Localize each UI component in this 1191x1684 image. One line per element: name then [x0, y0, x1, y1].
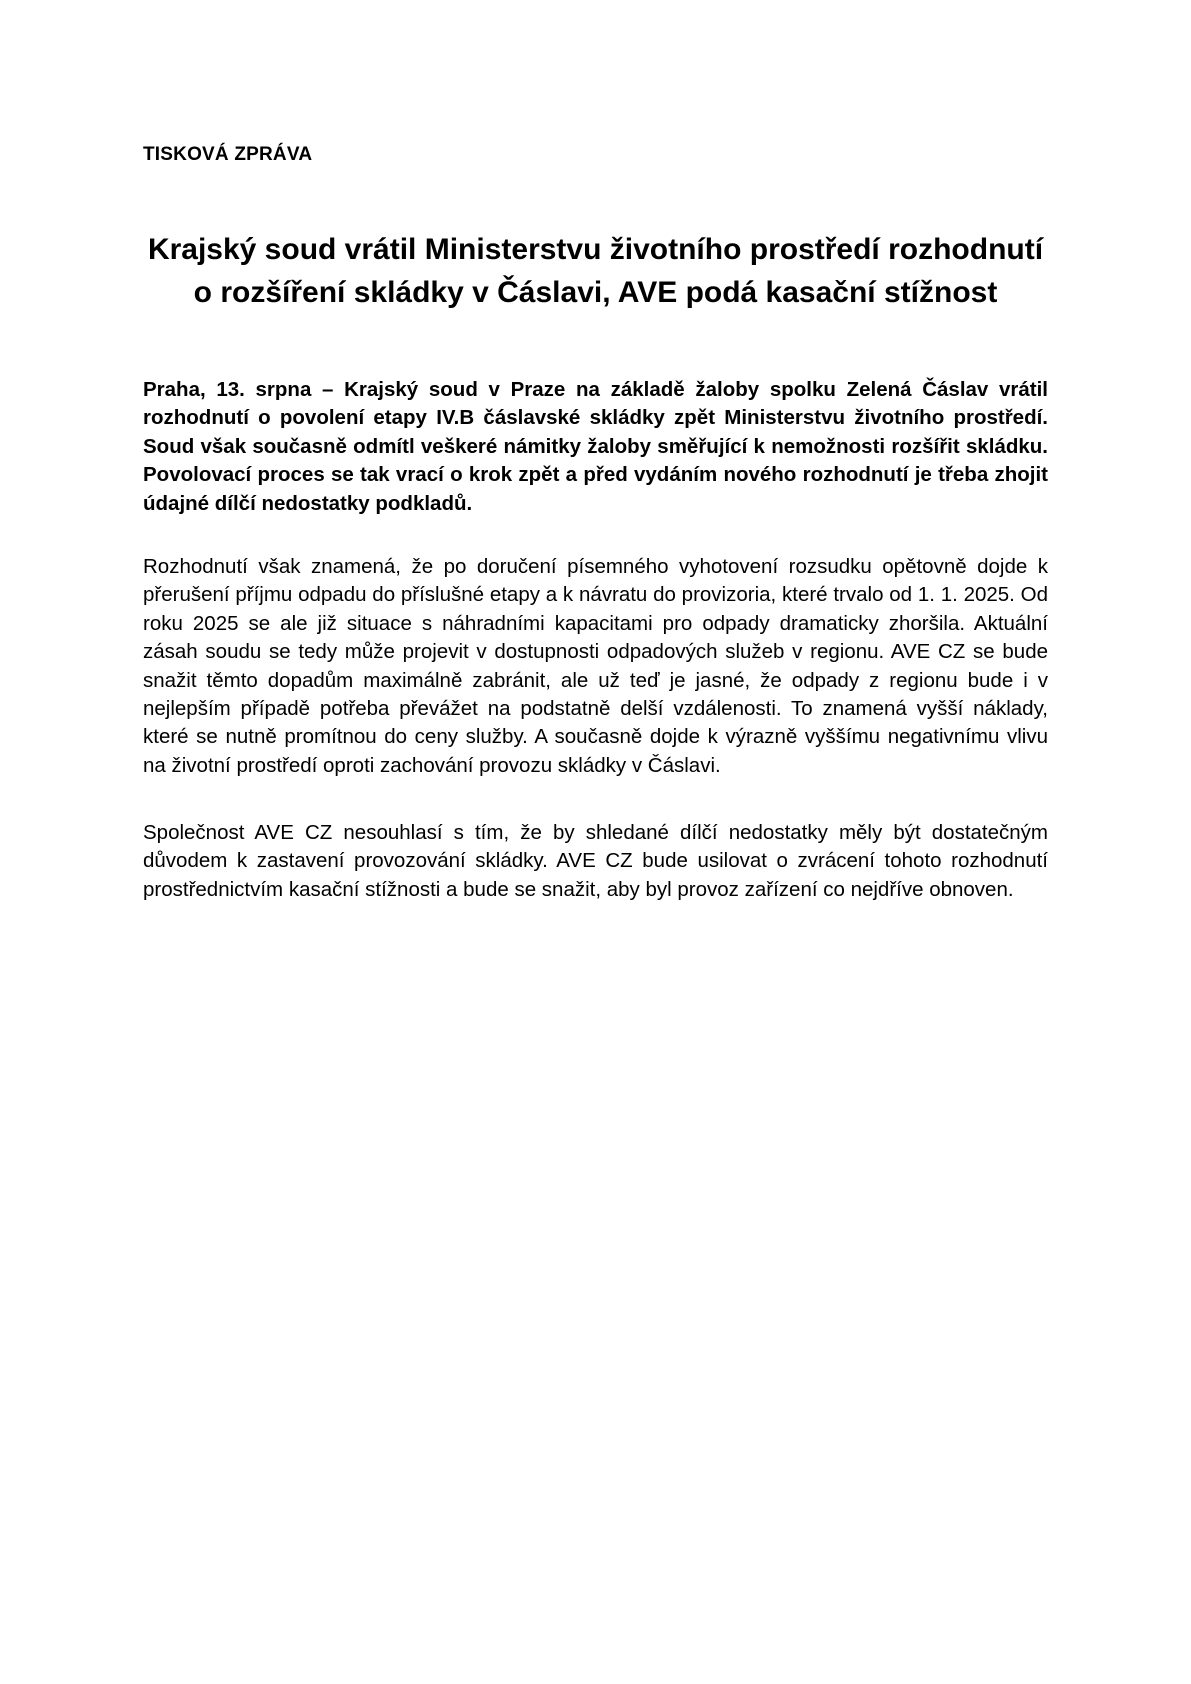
press-release-label: TISKOVÁ ZPRÁVA — [143, 144, 313, 165]
headline — [120, 228, 1071, 314]
headline-line-1: Krajský soud vrátil Ministerstvu životního prostředí rozhodnutí — [147, 233, 1044, 266]
lead-paragraph: Praha, 13. srpna – Krajský soud v Praze na základě žaloby spolku Zelená Čáslav vrátil rozhodnutí o povolení etapy IV.B čáslavské skládky zpět Ministerstvu životního prostředí. Soud však současně odmítl veškeré námitky žaloby směřující k nemožnosti rozšířit skládku. Povolovací proces se tak vrací o krok zpět a před vydáním nového rozhodnutí je třeba zhojit údajné dílčí nedostatky podkladů. — [143, 378, 1048, 515]
body-paragraph-2: Společnost AVE CZ nesouhlasí s tím, že by shledané dílčí nedostatky měly být dostatečným důvodem k zastavení provozování skládky. AVE CZ bude usilovat o zvrácení tohoto rozhodnutí prostřednictvím kasační stížnosti a bude se snažit, aby byl provoz zařízení co nejdříve obnoven. — [143, 821, 1048, 901]
headline-line-2: o rozšíření skládky v Čáslavi, AVE podá kasační stížnost — [193, 276, 998, 309]
body-paragraph-1: Rozhodnutí však znamená, že po doručení písemného vyhotovení rozsudku opětovně dojde k přerušení příjmu odpadu do příslušné etapy a k návratu do provizoria, které trvalo od 1. 1. 2025. Od roku 2025 se ale již situace s náhradními kapacitami pro odpady dramaticky zhoršila. Aktuální zásah soudu se tedy může projevit v dostupnosti odpadových služeb v regionu. AVE CZ se bude snažit těmto dopadům maximálně zabránit, ale už teď je jasné, že odpady z regionu bude i v nejlepším případě potřeba převážet na podstatně delší vzdálenosti. To znamená vyšší náklady, které se nutně promítnou do ceny služby. A současně dojde k výrazně vyššímu negativnímu vlivu na životní prostředí oproti zachování provozu skládky v Čáslavi. — [143, 555, 1048, 777]
